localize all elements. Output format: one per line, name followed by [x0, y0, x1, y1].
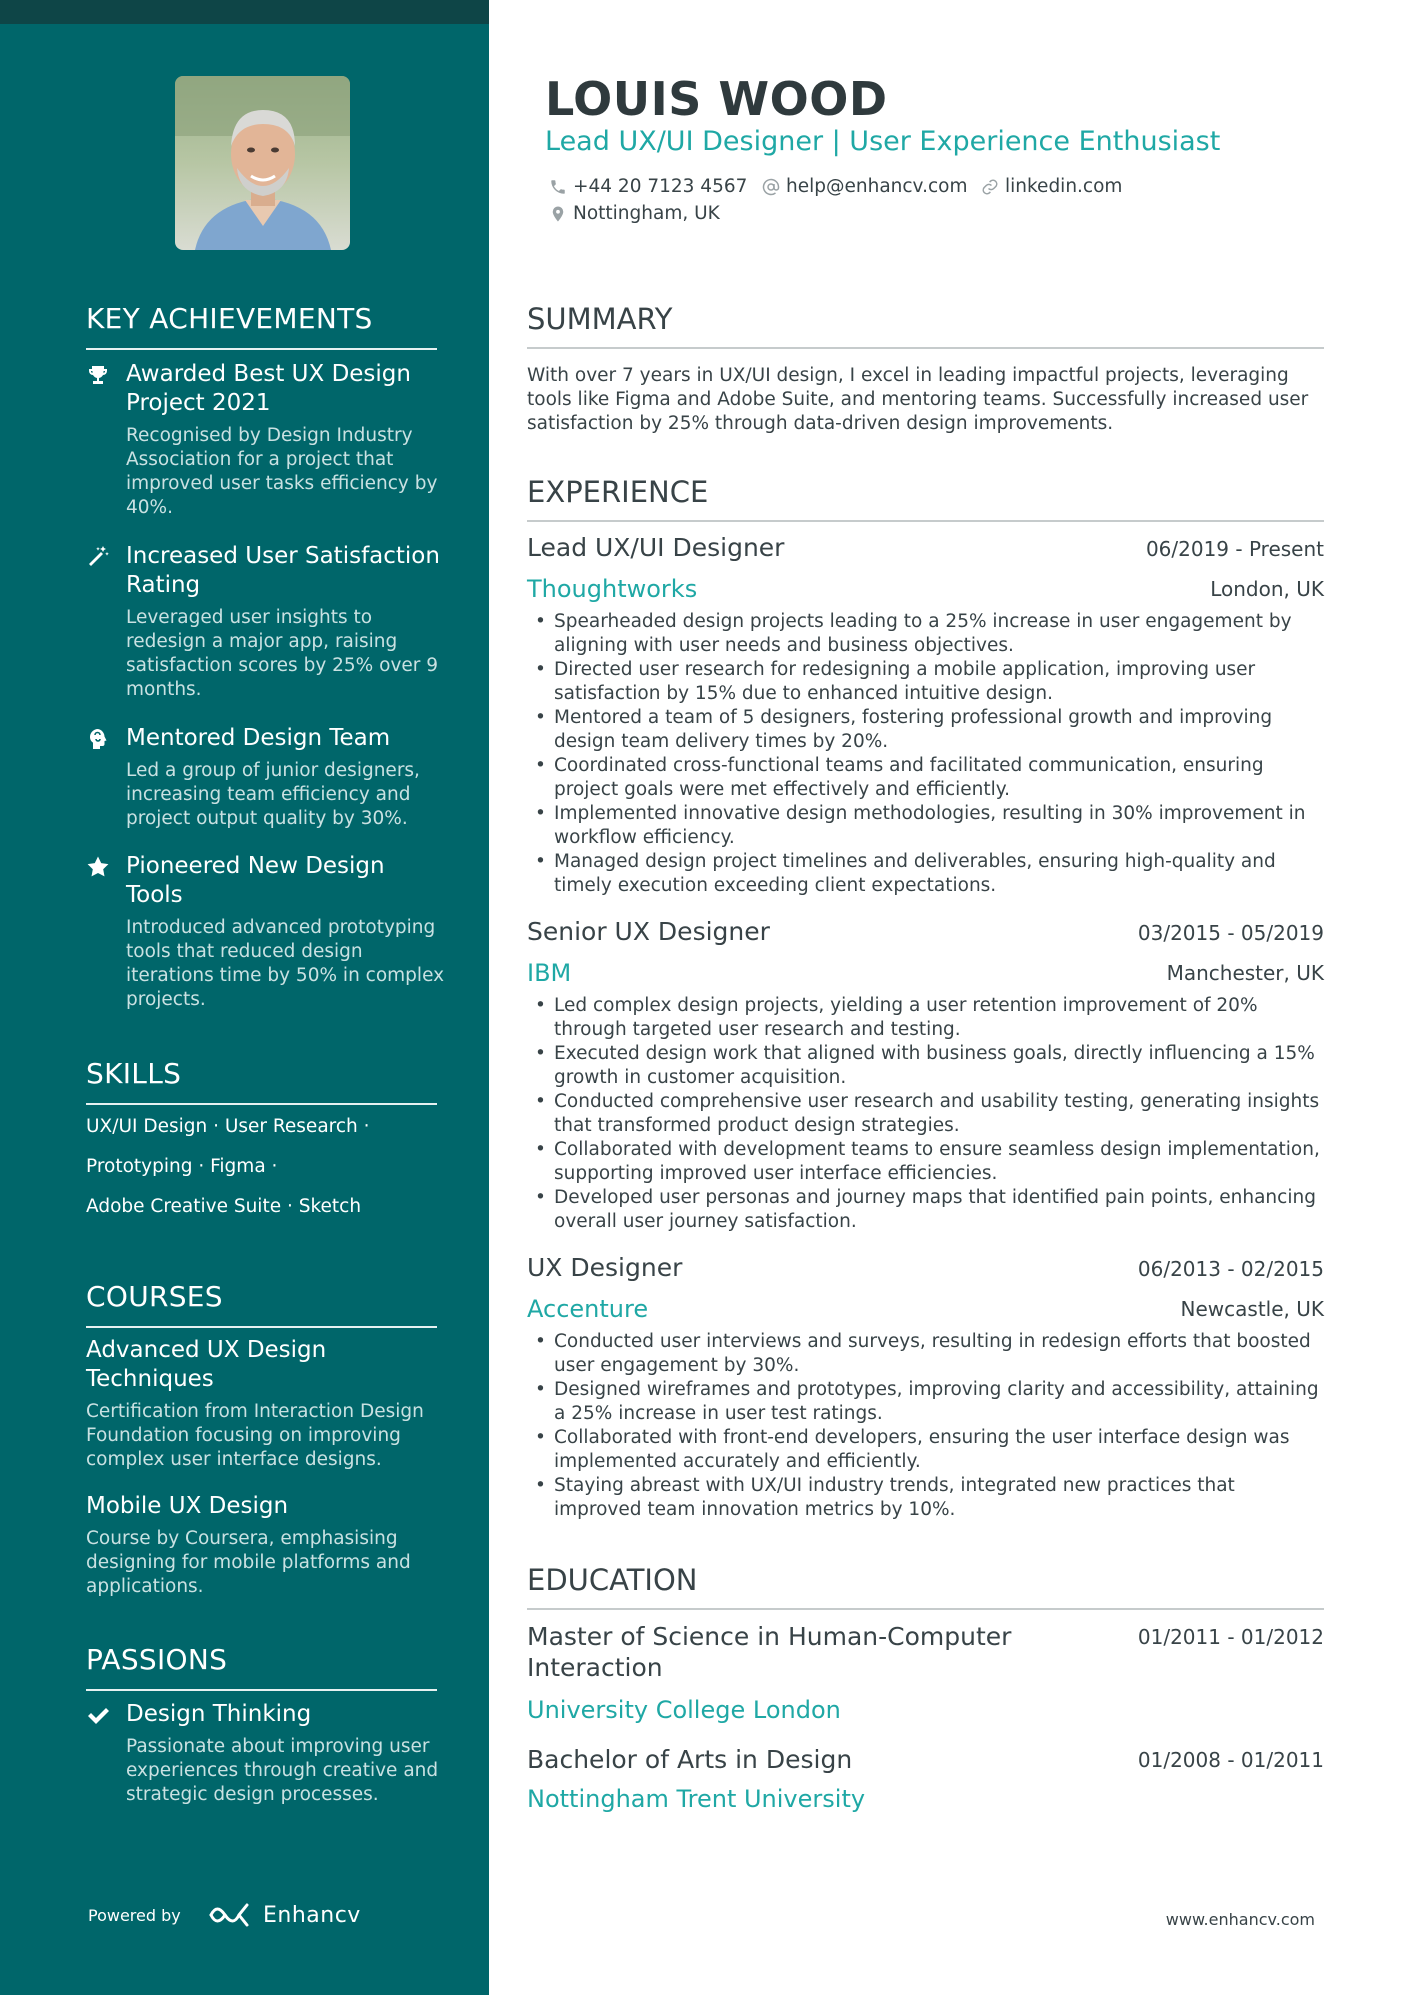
linkedin-text: linkedin.com: [1005, 176, 1123, 197]
link-icon: [981, 178, 999, 196]
job-bullet: • Directed user research for redesigning a mobile application, improving user satisfaction by 15% due to enhanced intuitive design.: [527, 658, 1327, 706]
job-dates: 03/2015 - 05/2019: [1137, 921, 1324, 945]
job-location: Newcastle, UK: [1180, 1297, 1324, 1321]
at-icon: [762, 178, 780, 196]
company-name: Thoughtworks: [527, 575, 698, 603]
powered-by-label: Powered by: [88, 1906, 181, 1925]
achievement-desc: Introduced advanced prototyping tools that reduced design iterations time by 50% in complex projects.: [126, 917, 445, 1010]
education-school: University College London: [527, 1696, 841, 1724]
job-bullets: [527, 610, 1327, 898]
contact-phone: [549, 176, 747, 197]
job-bullet: • Developed user personas and journey maps that identified pain points, enhancing overall user journey satisfaction.: [527, 1186, 1327, 1234]
course-item: [86, 1492, 446, 1599]
contact-location: [549, 203, 720, 224]
skills-line: Adobe Creative Suite · Sketch: [86, 1196, 362, 1217]
brand-name: Enhancv: [263, 1902, 361, 1928]
job-bullet: • Managed design project timelines and deliverables, ensuring high-quality and timely execution exceeding client expectations.: [527, 850, 1327, 898]
phone-text: +44 20 7123 4567: [573, 176, 748, 197]
achievement-item: [86, 852, 446, 1012]
job-bullet: • Mentored a team of 5 designers, fostering professional growth and improving design team delivery times by 20%.: [527, 706, 1327, 754]
education-dates: 01/2011 - 01/2012: [1137, 1625, 1324, 1649]
footer-website[interactable]: www.enhancv.com: [1165, 1910, 1315, 1929]
job-location: London, UK: [1210, 577, 1324, 601]
education-school: Nottingham Trent University: [527, 1785, 866, 1813]
job-bullet: • Implemented innovative design methodologies, resulting in 30% improvement in workflow efficiency.: [527, 802, 1327, 850]
phone-icon: [549, 178, 567, 196]
course-desc: Certification from Interaction Design Foundation focusing on improving complex user interface designs.: [86, 1401, 424, 1470]
achievement-desc: Recognised by Design Industry Association for a project that improved user tasks efficiency by 40%.: [126, 425, 438, 518]
job-bullet: • Conducted user interviews and surveys, resulting in redesign efforts that boosted user engagement by 30%.: [527, 1330, 1327, 1378]
magic-wand-icon: [86, 545, 110, 569]
email-text: help@enhancv.com: [786, 176, 968, 197]
job-bullet: • Collaborated with front-end developers, ensuring the user interface design was implemented accurately and efficiently.: [527, 1426, 1327, 1474]
sidebar-top-strip: [0, 0, 489, 24]
sidebar: [0, 0, 489, 1995]
company-name: Accenture: [527, 1295, 649, 1323]
skills-line: UX/UI Design · User Research ·: [86, 1116, 370, 1137]
profile-photo: [175, 76, 350, 250]
location-text: Nottingham, UK: [573, 203, 720, 224]
job-bullet: • Coordinated cross-functional teams and facilitated communication, ensuring project goals were met effectively and efficiently.: [527, 754, 1327, 802]
job-title: Senior UX Designer: [527, 917, 770, 946]
checkmark-icon: [86, 1703, 110, 1727]
education-degree: Master of Science in Human-Computer Interaction: [527, 1622, 1012, 1682]
skills-line: Prototyping · Figma ·: [86, 1156, 278, 1177]
enhancv-logo-icon: [207, 1901, 255, 1929]
education-heading: EDUCATION: [527, 1563, 1324, 1610]
job-bullets: [527, 994, 1327, 1234]
location-pin-icon: [549, 205, 567, 223]
passion-title: Design Thinking: [126, 1701, 312, 1727]
job-title: Lead UX/UI Designer: [527, 533, 785, 562]
candidate-tagline: Lead UX/UI Designer | User Experience Enthusiast: [545, 126, 1221, 157]
passion-desc: Passionate about improving user experiences through creative and strategic design processes.: [126, 1736, 439, 1805]
course-desc: Course by Coursera, emphasising designing for mobile platforms and applications.: [86, 1528, 411, 1597]
job-bullet: • Conducted comprehensive user research and usability testing, generating insights that transformed product design strategies.: [527, 1090, 1327, 1138]
achievement-title: Awarded Best UX Design Project 2021: [126, 361, 411, 416]
candidate-name: LOUIS WOOD: [545, 72, 888, 126]
brain-icon: [86, 727, 110, 751]
trophy-icon: [86, 363, 110, 387]
job-dates: 06/2013 - 02/2015: [1137, 1257, 1324, 1281]
star-icon: [86, 855, 110, 879]
education-degree: Bachelor of Arts in Design: [527, 1745, 853, 1774]
achievement-desc: Led a group of junior designers, increasing team efficiency and project output quality by 30%.: [126, 760, 420, 829]
passions-heading: PASSIONS: [86, 1643, 437, 1691]
contact-linkedin[interactable]: [981, 176, 1122, 197]
enhancv-logo[interactable]: [207, 1897, 361, 1933]
job-bullet: • Led complex design projects, yielding a user retention improvement of 20% through targeted user research and testing.: [527, 994, 1327, 1042]
course-title: Advanced UX Design Techniques: [86, 1337, 327, 1392]
education-dates: 01/2008 - 01/2011: [1137, 1748, 1324, 1772]
job-location: Manchester, UK: [1166, 961, 1324, 985]
achievement-item: [86, 360, 446, 520]
achievement-item: [86, 724, 446, 831]
job-bullets: [527, 1330, 1327, 1522]
summary-heading: SUMMARY: [527, 302, 1324, 349]
achievement-title: Mentored Design Team: [126, 725, 391, 751]
courses-heading: COURSES: [86, 1280, 437, 1328]
job-bullet: • Staying abreast with UX/UI industry trends, integrated new practices that improved team innovation metrics by 10%.: [527, 1474, 1327, 1522]
contact-email[interactable]: [762, 176, 967, 197]
key-achievements-heading: KEY ACHIEVEMENTS: [86, 302, 437, 350]
company-name: IBM: [527, 959, 572, 987]
passion-item: [86, 1700, 446, 1807]
skills-heading: SKILLS: [86, 1057, 437, 1105]
job-title: UX Designer: [527, 1253, 683, 1282]
achievement-item: [86, 542, 446, 702]
course-item: [86, 1336, 446, 1472]
course-title: Mobile UX Design: [86, 1493, 289, 1519]
job-bullet: • Collaborated with development teams to ensure seamless design implementation, supporting improved user interface efficiencies.: [527, 1138, 1327, 1186]
job-bullet: • Designed wireframes and prototypes, improving clarity and accessibility, attaining a 25% increase in user test ratings.: [527, 1378, 1327, 1426]
experience-heading: EXPERIENCE: [527, 475, 1324, 522]
achievement-title: Pioneered New Design Tools: [126, 853, 385, 908]
job-bullet: • Executed design work that aligned with business goals, directly influencing a 15% growth in customer acquisition.: [527, 1042, 1327, 1090]
summary-text: With over 7 years in UX/UI design, I excel in leading impactful projects, leveraging tools like Figma and Adobe Suite, and mentoring teams. Successfully increased user satisfaction by 25% through data-driven design improvements.: [527, 365, 1309, 434]
job-bullet: • Spearheaded design projects leading to a 25% increase in user engagement by aligning with user needs and business objectives.: [527, 610, 1327, 658]
achievement-desc: Leveraged user insights to redesign a major app, raising satisfaction scores by 25% over 9 months.: [126, 607, 439, 700]
achievement-title: Increased User Satisfaction Rating: [126, 543, 440, 598]
job-dates: 06/2019 - Present: [1145, 537, 1324, 561]
